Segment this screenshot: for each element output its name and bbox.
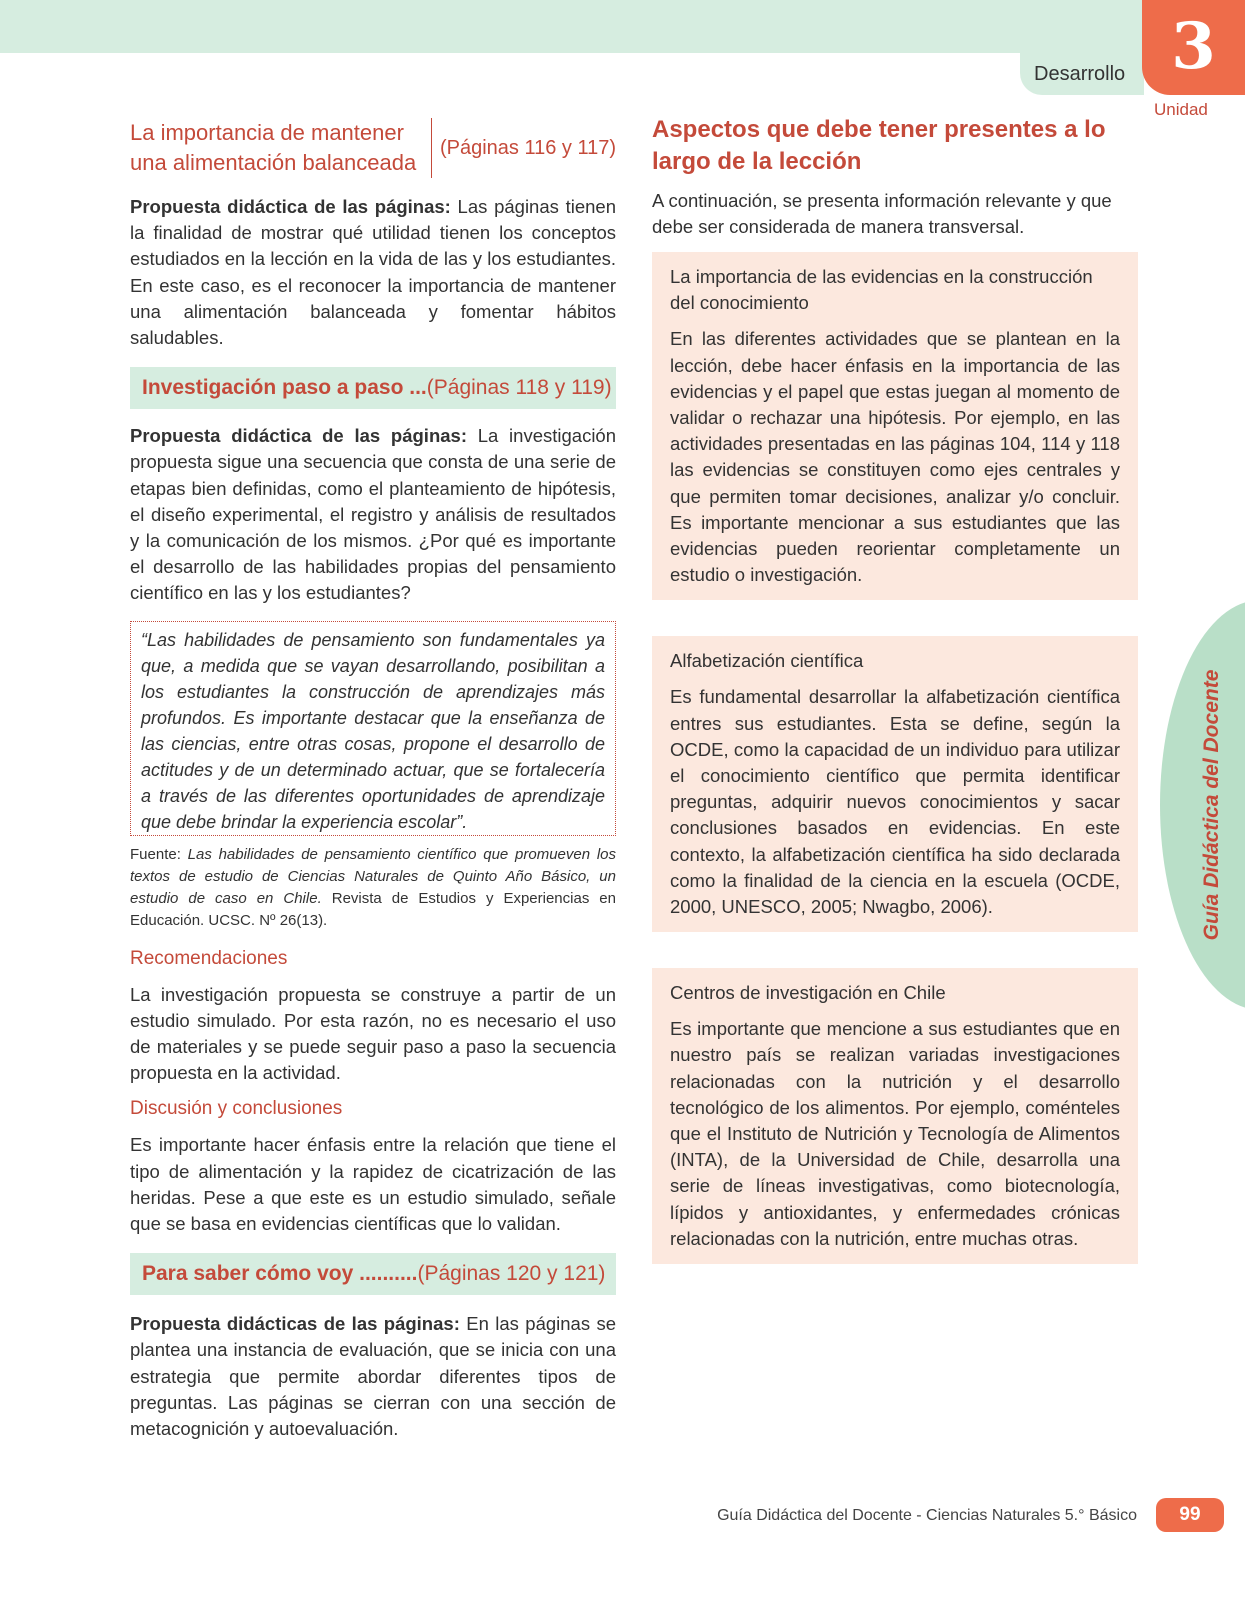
- right-intro: A continuación, se presenta información relevante y que debe ser considerada de manera transversal.: [652, 190, 1112, 238]
- box-text: En las diferentes actividades que se plantean en la lección, debe hacer énfasis en la importancia de las evidencias y el papel que estas juegan al momento de validar o rechazar una hipótesis. Por ejemplo, en las actividades presentadas en las páginas 104, 114 y 118 las evidencias se constituyen como ejes centrales y que permiten tomar decisiones, analizar y/o concluir. Es importante mencionar a sus estudiantes que las evidencias pueden reorientar completamente un estudio o investigación.: [670, 328, 1120, 586]
- discussion-text: Es importante hacer énfasis entre la relación que tiene el tipo de alimentación y la rapidez de cicatrización de las heridas. Pese a que este es un estudio simulado, señale que se basa en evidencias científicas que lo validan.: [130, 1134, 616, 1235]
- investigation-paragraph: [130, 423, 616, 606]
- band-title: Para saber cómo voy: [142, 1262, 354, 1286]
- lesson-title: La importancia de mantener una alimentación balanceada: [130, 118, 432, 178]
- recommendations-text: La investigación propuesta se construye a partir de un estudio simulado. Por esta razón, no es necesario el uso de materiales y se puede seguir paso a paso la secuencia propuesta en la actividad.: [130, 983, 616, 1084]
- section-tab: [1020, 53, 1144, 95]
- band-dots: ..........: [353, 1262, 418, 1286]
- info-box-centros: [652, 968, 1138, 1264]
- box-text: Es importante que mencione a sus estudiantes que en nuestro país se realizan variadas investigaciones relacionadas con la nutrición y el desarrollo tecnológico de los alimentos. Por ejemplo, coménteles que el Instituto de Nutrición y Tecnología de Alimentos (INTA), de la Universidad de Chile, desarrolla una serie de líneas investigativas, como biotecnología, lípidos y antioxidantes, y enfermedades crónicas relacionadas con la nutrición, entre muchas otras.: [670, 1018, 1120, 1249]
- unit-badge: [1142, 0, 1245, 95]
- box-title: Centros de investigación en Chile: [670, 982, 946, 1004]
- right-title: Aspectos que debe tener presentes a lo largo de la lección: [652, 116, 1106, 175]
- section-band-investigacion: [130, 367, 616, 409]
- band-pages: (Páginas 120 y 121): [417, 1262, 606, 1286]
- band-title: Investigación paso a paso: [142, 376, 404, 400]
- source-citation: [130, 844, 616, 932]
- lesson-pages: (Páginas 116 y 117): [439, 136, 616, 159]
- evaluation-paragraph: [130, 1311, 616, 1442]
- source-title: Las habilidades de pensamiento científico que promueven los textos de estudio de Ciencias Naturales de Quinto Año Básico, un estudio de caso en Chile.: [130, 845, 616, 907]
- intro-text: Las páginas tienen la finalidad de mostrar qué utilidad tienen los conceptos estudiados en la lección en la vida de las y los estudiantes. En este caso, es el reconocer la importancia de mantener una alimentación balanceada y fomentar hábitos saludables.: [130, 196, 616, 349]
- intro-label: Propuesta didáctica de las páginas:: [130, 196, 451, 217]
- p3-text: En las páginas se plantea una instancia de evaluación, que se inicia con una estrategia que permite abordar diferentes tipos de preguntas. Las páginas se cierran con una sección de metacognición y autoevaluación.: [130, 1313, 616, 1440]
- source-rest: Revista de Estudios y Experiencias en Educación. UCSC. Nº 26(13).: [130, 889, 616, 929]
- section-band-evaluacion: [130, 1253, 616, 1295]
- band-pages: (Páginas 118 y 119): [426, 376, 612, 400]
- p2-text: La investigación propuesta sigue una secuencia que consta de una serie de etapas bien definidas, como el planteamiento de hipótesis, el diseño experimental, el registro y análisis de resultados y la comunicación de los mismos. ¿Por qué es importante el desarrollo de las habilidades propias del pensamiento científico en las y los estudiantes?: [130, 425, 617, 604]
- source-label: Fuente:: [130, 845, 181, 863]
- info-box-alfabetizacion: [652, 636, 1138, 932]
- band-dots: ...: [403, 376, 427, 400]
- page-number: 99: [1156, 1498, 1224, 1532]
- side-tab-label: Guía Didáctica del Docente: [1200, 669, 1223, 941]
- box-title: La importancia de las evidencias en la construcción del conocimiento: [670, 266, 1093, 314]
- p3-label: Propuesta didácticas de las páginas:: [130, 1313, 460, 1335]
- recommendations-heading: Recomendaciones: [130, 947, 288, 969]
- quote-box: [130, 621, 616, 836]
- right-column: [652, 114, 1138, 1264]
- box-text: Es fundamental desarrollar la alfabetización científica entres sus estudiantes. Esta se define, según la OCDE, como la capacidad de un individuo para utilizar el conocimiento científico que permita identificar preguntas, adquirir nuevos conocimientos y sacar conclusiones basados en evidencias. En este contexto, la alfabetización científica ha sido declarada como la finalidad de la ciencia en la escuela (OCDE, 2000, UNESCO, 2005; Nwagbo, 2006).: [670, 686, 1120, 918]
- quote-text: “Las habilidades de pensamiento son fundamentales ya que, a medida que se vayan desarrollando, posibilitan a los estudiantes la construcción de aprendizajes más profundos. Es importante destacar que la enseñanza de las ciencias, entre otras cosas, propone el desarrollo de actitudes y de un determinado actuar, que se fortalecería a través de las diferentes oportunidades de aprendizaje que debe brindar la experiencia escolar”.: [141, 629, 605, 832]
- footer-text: Guía Didáctica del Docente - Ciencias Naturales 5.° Básico: [717, 1507, 1137, 1524]
- discussion-heading: Discusión y conclusiones: [130, 1098, 343, 1120]
- left-column: [130, 118, 616, 1442]
- intro-paragraph: [130, 194, 616, 351]
- top-band: [0, 0, 1142, 53]
- box-title: Alfabetización científica: [670, 650, 864, 672]
- p2-label: Propuesta didáctica de las páginas:: [130, 425, 467, 447]
- unit-number: 3: [1171, 9, 1216, 84]
- section-label: Desarrollo: [1034, 63, 1126, 85]
- unit-label: Unidad: [1154, 100, 1208, 119]
- info-box-evidencias: [652, 252, 1138, 600]
- lesson-header: [130, 118, 616, 178]
